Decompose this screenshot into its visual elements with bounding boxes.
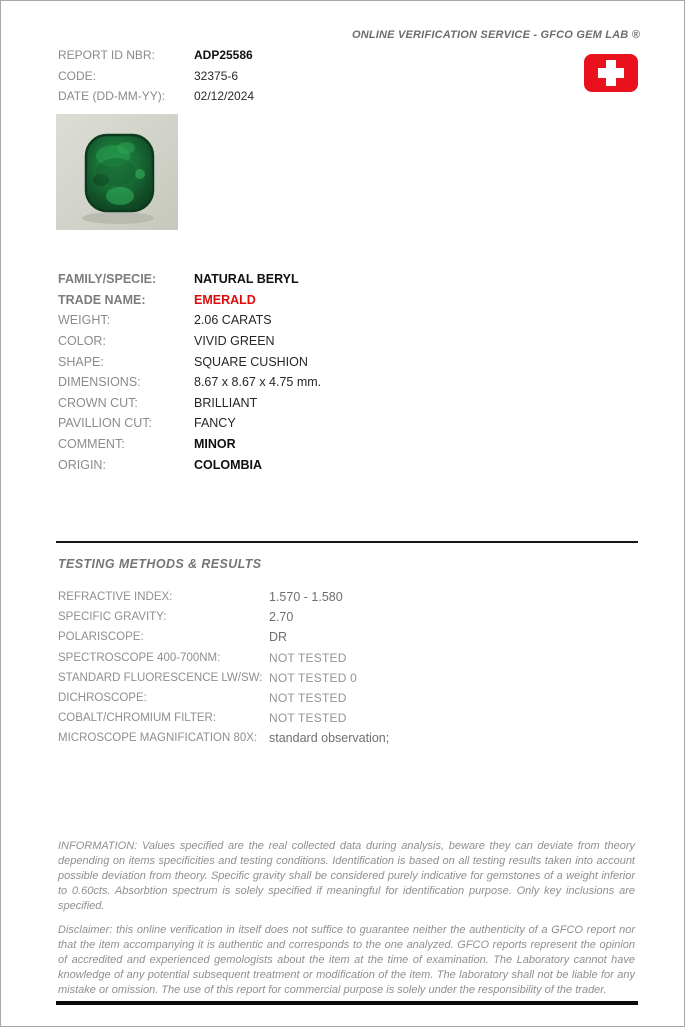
polariscope-row xyxy=(58,627,389,647)
code-row xyxy=(58,66,254,87)
shape-row xyxy=(58,351,321,372)
comment-label: COMMENT: xyxy=(58,437,125,452)
color-label: COLOR: xyxy=(58,334,106,349)
color-row xyxy=(58,331,321,352)
date-value: 02/12/2024 xyxy=(194,89,255,104)
cobalt-filter-value: NOT TESTED xyxy=(269,711,347,726)
cobalt-filter-label: COBALT/CHROMIUM FILTER: xyxy=(58,712,217,725)
crown-cut-row xyxy=(58,393,321,414)
shape-value: SQUARE CUSHION xyxy=(194,354,308,369)
trade-name-value: EMERALD xyxy=(194,292,256,307)
weight-row xyxy=(58,310,321,331)
refractive-index-label: REFRACTIVE INDEX: xyxy=(58,591,173,604)
polariscope-label: POLARISCOPE: xyxy=(58,631,144,644)
microscope-row xyxy=(58,728,389,748)
report-id-value: ADP25586 xyxy=(194,48,253,63)
dichroscope-label: DICHROSCOPE: xyxy=(58,692,147,705)
identification-fields xyxy=(58,269,321,475)
swiss-cross-horizontal xyxy=(598,68,624,78)
code-label: CODE: xyxy=(58,68,97,83)
swiss-flag-icon xyxy=(584,54,638,92)
dichroscope-row xyxy=(58,688,389,708)
comment-value: MINOR xyxy=(194,437,236,452)
origin-label: ORIGIN: xyxy=(58,457,106,472)
family-label: FAMILY/SPECIE: xyxy=(58,272,157,287)
disclaimer-paragraph: Disclaimer: this online verification in itself does not suffice to guarantee neither the authenticity of a GFCO report nor that the item accompanying it is authentic and corresponds to the one analyzed. GFCO reports represent the opinion of accredited and experienced gemologists about the item at the time of examination. The Laboratory cannot have knowledge of any potential subsequent treatment or modification of the item. The laboratory shall not be liable for any mistake or omission. The use of this report for commercial purpose is solely under the responsibility of the trader. xyxy=(58,924,635,996)
microscope-value: standard observation; xyxy=(269,731,390,746)
spectroscope-label: SPECTROSCOPE 400-700NM: xyxy=(58,651,221,664)
information-paragraph: INFORMATION: Values specified are the real collected data during analysis, beware they can deviate from theory depending on items specificities and testing conditions. Identification is based on all testing results taken into account possible deviation from theory. Specific gravity shall be considered purely indicative for gemstones of a weight inferior to 0.60cts. Absorbtion spectrum is solely specified if meaningful for identification purpose. Only key inclusions are specified. xyxy=(58,840,635,912)
pavillion-cut-row xyxy=(58,413,321,434)
dimensions-label: DIMENSIONS: xyxy=(58,375,141,390)
gemstone-photo xyxy=(56,114,178,230)
weight-value: 2.06 CARATS xyxy=(194,313,272,328)
fluorescence-row xyxy=(58,668,389,688)
section-divider-line xyxy=(56,541,638,543)
fluorescence-label: STANDARD FLUORESCENCE LW/SW: xyxy=(58,671,263,684)
origin-value: COLOMBIA xyxy=(194,457,263,472)
pavillion-cut-label: PAVILLION CUT: xyxy=(58,416,153,431)
report-id-row xyxy=(58,45,254,66)
shape-label: SHAPE: xyxy=(58,354,104,369)
dichroscope-value: NOT TESTED xyxy=(269,691,347,706)
report-id-label: REPORT ID NBR: xyxy=(58,48,155,63)
cobalt-filter-row xyxy=(58,708,389,728)
polariscope-value: DR xyxy=(269,630,288,645)
dimensions-row xyxy=(58,372,321,393)
microscope-label: MICROSCOPE MAGNIFICATION 80X: xyxy=(58,732,258,745)
emerald-image xyxy=(56,114,178,230)
trade-name-row xyxy=(58,290,321,311)
date-row xyxy=(58,86,254,107)
bottom-rule-line xyxy=(56,1001,638,1005)
crown-cut-value: BRILLIANT xyxy=(194,395,258,410)
spectroscope-value: NOT TESTED xyxy=(269,650,347,665)
comment-row xyxy=(58,434,321,455)
specific-gravity-value: 2.70 xyxy=(269,610,294,625)
pavillion-cut-value: FANCY xyxy=(194,416,236,431)
family-value: NATURAL BERYL xyxy=(194,272,299,287)
report-header-fields xyxy=(58,45,254,107)
crown-cut-label: CROWN CUT: xyxy=(58,395,138,410)
family-row xyxy=(58,269,321,290)
testing-fields xyxy=(58,587,389,749)
testing-section-title: TESTING METHODS & RESULTS xyxy=(58,557,262,571)
trade-name-label: TRADE NAME: xyxy=(58,292,146,307)
refractive-index-row xyxy=(58,587,389,607)
code-value: 32375-6 xyxy=(194,68,239,83)
specific-gravity-label: SPECIFIC GRAVITY: xyxy=(58,611,167,624)
refractive-index-value: 1.570 - 1.580 xyxy=(269,590,343,605)
origin-row xyxy=(58,454,321,475)
service-title: ONLINE VERIFICATION SERVICE - GFCO GEM LAB ® xyxy=(351,29,640,41)
color-value: VIVID GREEN xyxy=(194,334,275,349)
specific-gravity-row xyxy=(58,607,389,627)
dimensions-value: 8.67 x 8.67 x 4.75 mm. xyxy=(194,375,322,390)
fluorescence-value: NOT TESTED 0 xyxy=(269,670,357,685)
spectroscope-row xyxy=(58,648,389,668)
weight-label: WEIGHT: xyxy=(58,313,111,328)
date-label: DATE (DD-MM-YY): xyxy=(58,89,166,104)
